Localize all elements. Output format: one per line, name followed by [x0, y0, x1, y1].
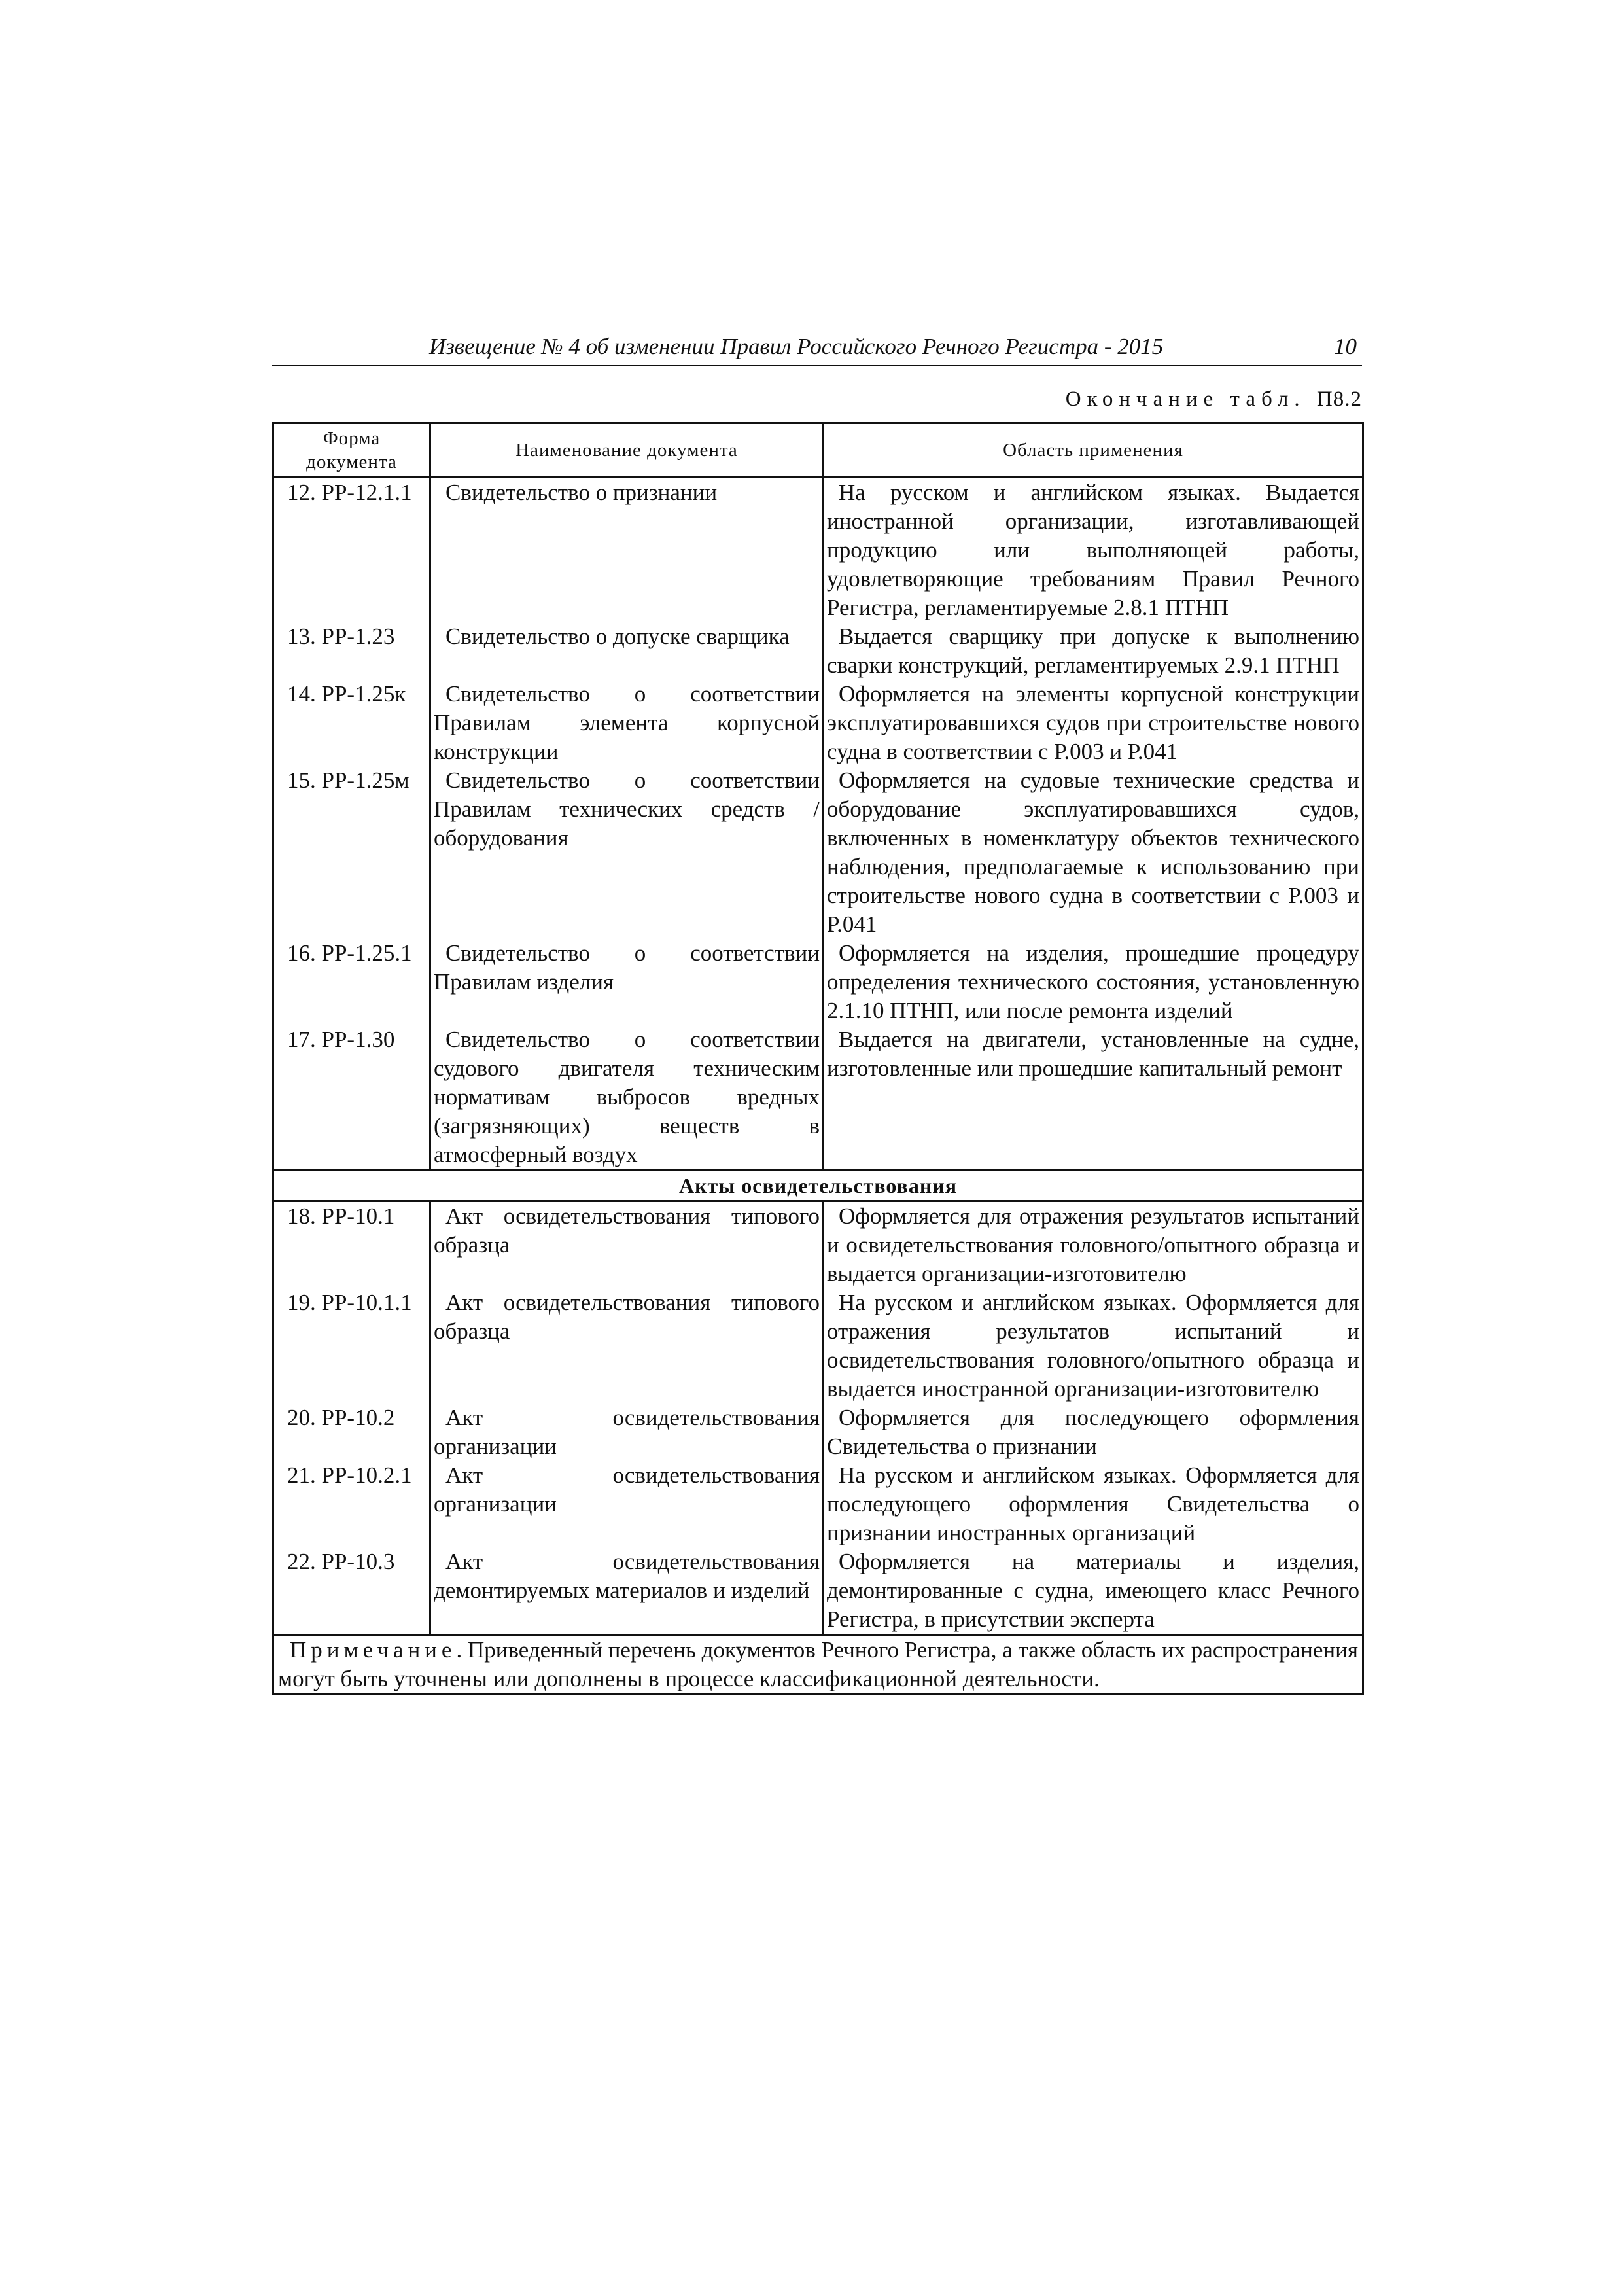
section-heading: Акты освидетельствования	[273, 1171, 1363, 1201]
row-scope	[824, 478, 1363, 623]
row-document-name	[430, 1404, 824, 1461]
note-label: Примечание	[290, 1637, 457, 1663]
table-row	[273, 478, 1363, 623]
row-document-name-text: Свидетельство о соответствии Правилам изделия	[434, 940, 820, 995]
row-scope	[824, 1461, 1363, 1547]
row-form-code: 19. РР-10.1.1	[273, 1288, 430, 1404]
row-document-name-text: Акт освидетельствования типового образца	[434, 1290, 820, 1344]
row-document-name	[430, 1025, 824, 1171]
row-form-code: 14. РР-1.25к	[273, 680, 430, 766]
table-caption	[1066, 387, 1362, 412]
row-document-name	[430, 1547, 824, 1635]
table-row	[273, 1547, 1363, 1635]
row-scope-text: Оформляется для отражения результатов испытаний и освидетельствования головного/опытного образца и выдается организации-изготовителю	[827, 1203, 1359, 1286]
row-scope-text: Выдается на двигатели, установленные на судне, изготовленные или прошедшие капитальный ремонт	[827, 1027, 1359, 1081]
table-note	[273, 1635, 1363, 1695]
row-document-name-text: Свидетельство о соответствии судового двигателя техническим нормативам выбросов вредных (загрязняющих) веществ в атмосферный воздух	[434, 1027, 820, 1167]
note-text: . Приведенный перечень документов Речного Регистра, а также область их распространения могут быть уточнены или дополнены в процессе классификационной деятельности.	[278, 1637, 1358, 1691]
section-heading-row	[273, 1171, 1363, 1201]
row-document-name	[430, 680, 824, 766]
column-header-scope: Область применения	[824, 423, 1363, 478]
row-document-name-text: Свидетельство о допуске сварщика	[445, 624, 790, 649]
row-form-code: 22. РР-10.3	[273, 1547, 430, 1635]
row-form-code: 16. РР-1.25.1	[273, 939, 430, 1025]
table-row	[273, 622, 1363, 680]
row-document-name	[430, 622, 824, 680]
table-row	[273, 1461, 1363, 1547]
row-form-code: 15. РР-1.25м	[273, 766, 430, 939]
table-row	[273, 939, 1363, 1025]
table-caption-prefix: Окончание табл.	[1065, 387, 1306, 411]
row-document-name	[430, 478, 824, 623]
row-form-code: 20. РР-10.2	[273, 1404, 430, 1461]
row-document-name	[430, 1288, 824, 1404]
column-header-form	[273, 423, 430, 478]
row-scope-text: На русском и английском языках. Оформляется для последующего оформления Свидетельства о признании иностранных организаций	[827, 1462, 1359, 1545]
table-row	[273, 680, 1363, 766]
row-form-code: 13. РР-1.23	[273, 622, 430, 680]
row-form-code: 18. РР-10.1	[273, 1201, 430, 1289]
table-row	[273, 766, 1363, 939]
row-form-code: 12. РР-12.1.1	[273, 478, 430, 623]
documents-table	[272, 422, 1364, 1695]
row-document-name-text: Акт освидетельствования демонтируемых материалов и изделий	[434, 1549, 820, 1603]
row-scope-text: Оформляется на судовые технические средства и оборудование эксплуатировавшихся судов, включенных в номенклатуру объектов технического наблюдения, предполагаемые к использованию при строительстве нового судна в соответствии с Р.003 и Р.041	[827, 768, 1359, 937]
table-row	[273, 1025, 1363, 1171]
row-scope-text: Выдается сварщику при допуске к выполнению сварки конструкций, регламентируемых 2.9.1 ПТНП	[827, 624, 1359, 678]
row-document-name-text: Акт освидетельствования типового образца	[434, 1203, 820, 1258]
page-header	[272, 332, 1362, 366]
row-scope-text: Оформляется на материалы и изделия, демонтированные с судна, имеющего класс Речного Регистра, в присутствии эксперта	[827, 1549, 1359, 1632]
row-document-name	[430, 939, 824, 1025]
table-row	[273, 1288, 1363, 1404]
column-header-form-line1: Форма	[323, 428, 381, 449]
row-scope-text: Оформляется на элементы корпусной конструкции эксплуатировавшихся судов при строительстве нового судна в соответствии с Р.003 и Р.041	[827, 681, 1359, 764]
row-form-code: 21. РР-10.2.1	[273, 1461, 430, 1547]
row-scope	[824, 1288, 1363, 1404]
column-header-form-line2: документа	[306, 451, 397, 472]
table-row	[273, 1404, 1363, 1461]
row-document-name	[430, 1461, 824, 1547]
row-document-name-text: Свидетельство о соответствии Правилам технических средств / оборудования	[434, 768, 820, 851]
row-document-name	[430, 1201, 824, 1289]
row-scope	[824, 766, 1363, 939]
table-row	[273, 1201, 1363, 1289]
note-row	[273, 1635, 1363, 1695]
row-document-name-text: Свидетельство о соответствии Правилам элемента корпусной конструкции	[434, 681, 820, 764]
row-scope	[824, 1201, 1363, 1289]
row-scope	[824, 1404, 1363, 1461]
column-header-name: Наименование документа	[430, 423, 824, 478]
row-scope-text: На русском и английском языках. Выдается иностранной организации, изготавливающей продукцию или выполняющей работы, удовлетворяющие требованиям Правил Речного Регистра, регламентируемые 2.8.1 ПТНП	[827, 480, 1359, 620]
row-scope	[824, 622, 1363, 680]
row-scope	[824, 1025, 1363, 1171]
table-caption-number: П8.2	[1316, 387, 1362, 411]
row-scope-text: Оформляется на изделия, прошедшие процедуру определения технического состояния, установленную 2.1.10 ПТНП, или после ремонта изделий	[827, 940, 1359, 1023]
row-scope	[824, 680, 1363, 766]
page-number: 10	[1334, 334, 1357, 359]
row-document-name-text: Свидетельство о признании	[445, 480, 718, 505]
row-document-name-text: Акт освидетельствования организации	[434, 1405, 820, 1459]
table-header-row	[273, 423, 1363, 478]
row-document-name-text: Акт освидетельствования организации	[434, 1462, 820, 1517]
header-title: Извещение № 4 об изменении Правил Российского Речного Регистра - 2015	[429, 334, 1164, 359]
row-scope-text: Оформляется для последующего оформления Свидетельства о признании	[827, 1405, 1359, 1459]
row-form-code: 17. РР-1.30	[273, 1025, 430, 1171]
row-scope-text: На русском и английском языках. Оформляется для отражения результатов испытаний и освидетельствования головного/опытного образца и выдается иностранной организации-изготовителю	[827, 1290, 1359, 1402]
row-scope	[824, 1547, 1363, 1635]
row-document-name	[430, 766, 824, 939]
row-scope	[824, 939, 1363, 1025]
